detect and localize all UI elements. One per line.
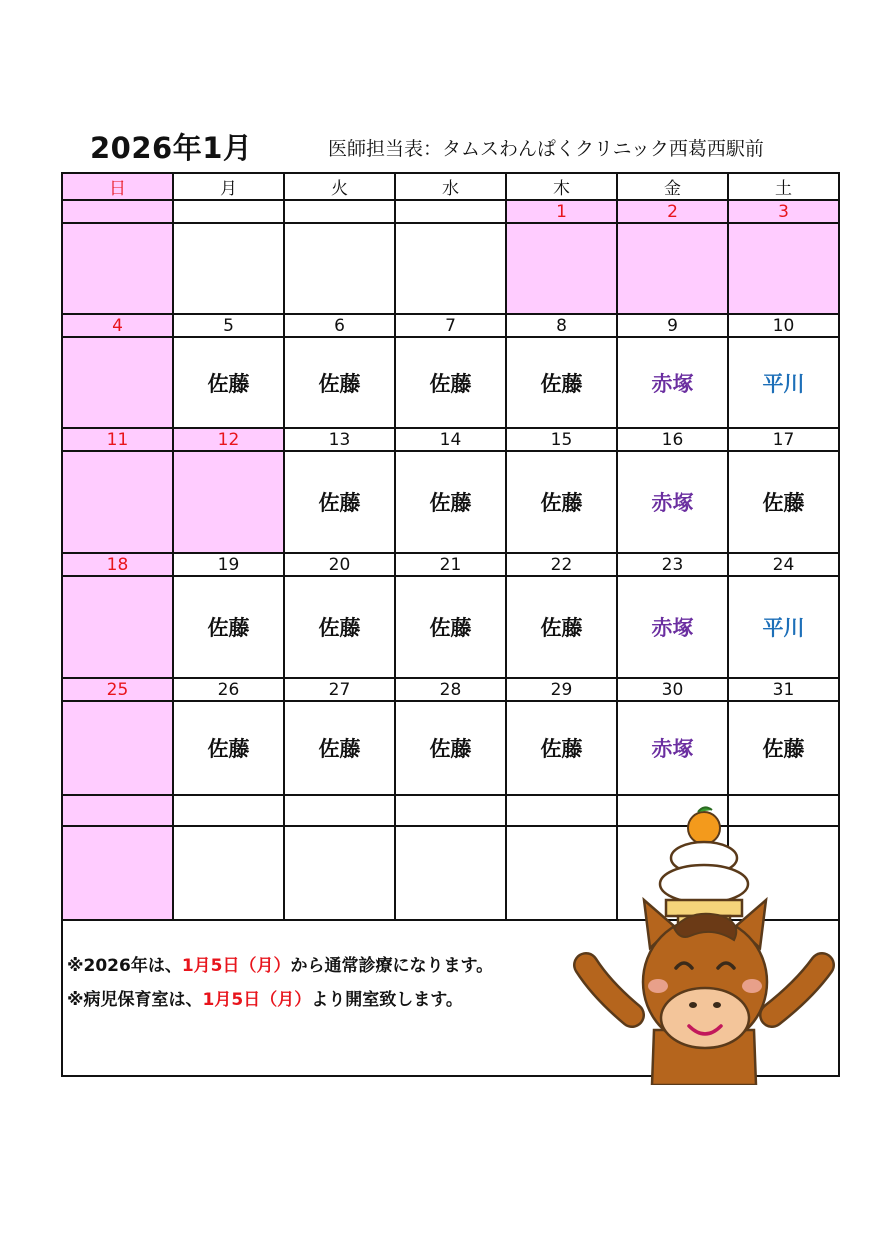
mochi-bottom	[660, 865, 748, 903]
date-cell	[173, 795, 284, 826]
date-cell: 17	[728, 428, 839, 451]
date-cell: 9	[617, 314, 728, 337]
date-cell: 7	[395, 314, 506, 337]
date-cell: 20	[284, 553, 395, 576]
doctor-cell	[728, 223, 839, 314]
doctor-cell	[62, 451, 173, 553]
doctor-cell	[395, 223, 506, 314]
date-cell: 31	[728, 678, 839, 701]
doctor-cell: 佐藤	[395, 337, 506, 428]
date-cell: 25	[62, 678, 173, 701]
week-4-doctors	[62, 576, 839, 678]
week-2-doctors	[62, 337, 839, 428]
week-5-dates	[62, 678, 839, 701]
date-cell: 19	[173, 553, 284, 576]
doctor-cell: 佐藤	[173, 576, 284, 678]
doctor-cell: 佐藤	[284, 337, 395, 428]
doctor-cell: 佐藤	[395, 576, 506, 678]
doctor-cell: 佐藤	[284, 576, 395, 678]
date-cell: 24	[728, 553, 839, 576]
week-3-doctors	[62, 451, 839, 553]
date-cell: 16	[617, 428, 728, 451]
date-cell: 26	[173, 678, 284, 701]
doctor-cell: 佐藤	[284, 701, 395, 795]
doctor-cell	[173, 223, 284, 314]
week-4-dates	[62, 553, 839, 576]
doctor-cell	[62, 826, 173, 920]
doctor-cell: 佐藤	[506, 337, 617, 428]
doctor-cell: 佐藤	[506, 701, 617, 795]
weekday-sun: 日	[62, 173, 173, 200]
doctor-cell	[173, 451, 284, 553]
week-5-doctors	[62, 701, 839, 795]
date-cell: 28	[395, 678, 506, 701]
doctor-cell: 赤塚	[617, 337, 728, 428]
date-cell: 2	[617, 200, 728, 223]
date-cell: 21	[395, 553, 506, 576]
doctor-cell: 佐藤	[728, 701, 839, 795]
doctor-cell: 佐藤	[506, 451, 617, 553]
week-1-dates	[62, 200, 839, 223]
date-cell: 14	[395, 428, 506, 451]
doctor-cell: 赤塚	[617, 451, 728, 553]
doctor-cell	[617, 223, 728, 314]
date-cell: 27	[284, 678, 395, 701]
doctor-cell	[395, 826, 506, 920]
date-cell	[284, 795, 395, 826]
weekday-fri: 金	[617, 173, 728, 200]
date-cell: 4	[62, 314, 173, 337]
doctor-cell: 佐藤	[395, 701, 506, 795]
mikan-icon	[688, 812, 720, 844]
doctor-cell	[506, 223, 617, 314]
date-cell: 22	[506, 553, 617, 576]
week-2-dates	[62, 314, 839, 337]
date-cell: 23	[617, 553, 728, 576]
date-cell: 1	[506, 200, 617, 223]
date-cell: 12	[173, 428, 284, 451]
date-cell: 13	[284, 428, 395, 451]
date-cell	[284, 200, 395, 223]
doctor-cell: 佐藤	[173, 337, 284, 428]
date-cell: 5	[173, 314, 284, 337]
date-cell: 10	[728, 314, 839, 337]
date-cell: 8	[506, 314, 617, 337]
date-cell	[173, 200, 284, 223]
note-line-1	[67, 951, 493, 976]
page-title: 2026年1月	[90, 131, 253, 165]
clinic-subtitle: 医師担当表：タムスわんぱくクリニック西葛西駅前	[328, 138, 764, 160]
date-cell: 30	[617, 678, 728, 701]
weekday-mon: 月	[173, 173, 284, 200]
doctor-cell: 佐藤	[506, 576, 617, 678]
date-cell: 11	[62, 428, 173, 451]
doctor-cell	[62, 223, 173, 314]
weekday-sat: 土	[728, 173, 839, 200]
note-1-date: 1月5日（月）	[181, 956, 291, 976]
doctor-cell	[284, 826, 395, 920]
date-cell: 15	[506, 428, 617, 451]
doctor-cell: 佐藤	[728, 451, 839, 553]
weekday-wed: 水	[395, 173, 506, 200]
date-cell	[62, 795, 173, 826]
note-line-2	[67, 985, 463, 1010]
week-1-doctors	[62, 223, 839, 314]
doctor-cell: 佐藤	[284, 451, 395, 553]
horse-mascot-illustration	[572, 800, 837, 1085]
note-1-prefix: ※2026年は、	[67, 956, 182, 976]
doctor-cell	[62, 701, 173, 795]
doctor-cell	[62, 337, 173, 428]
date-cell: 3	[728, 200, 839, 223]
doctor-cell: 赤塚	[617, 576, 728, 678]
doctor-cell	[173, 826, 284, 920]
week-3-dates	[62, 428, 839, 451]
note-1-suffix: から通常診療になります。	[290, 956, 494, 976]
date-cell	[62, 200, 173, 223]
weekday-tue: 火	[284, 173, 395, 200]
date-cell: 29	[506, 678, 617, 701]
doctor-cell: 平川	[728, 337, 839, 428]
doctor-cell: 佐藤	[395, 451, 506, 553]
doctor-cell: 平川	[728, 576, 839, 678]
note-2-suffix: より開室致します。	[311, 990, 463, 1010]
doctor-cell: 赤塚	[617, 701, 728, 795]
date-cell	[395, 200, 506, 223]
doctor-cell	[284, 223, 395, 314]
doctor-cell: 佐藤	[173, 701, 284, 795]
weekday-header-row	[62, 173, 839, 200]
note-2-prefix: ※病児保育室は、	[67, 990, 203, 1010]
date-cell: 18	[62, 553, 173, 576]
date-cell	[395, 795, 506, 826]
weekday-thu: 木	[506, 173, 617, 200]
date-cell: 6	[284, 314, 395, 337]
doctor-cell	[62, 576, 173, 678]
note-2-date: 1月5日（月）	[202, 990, 312, 1010]
